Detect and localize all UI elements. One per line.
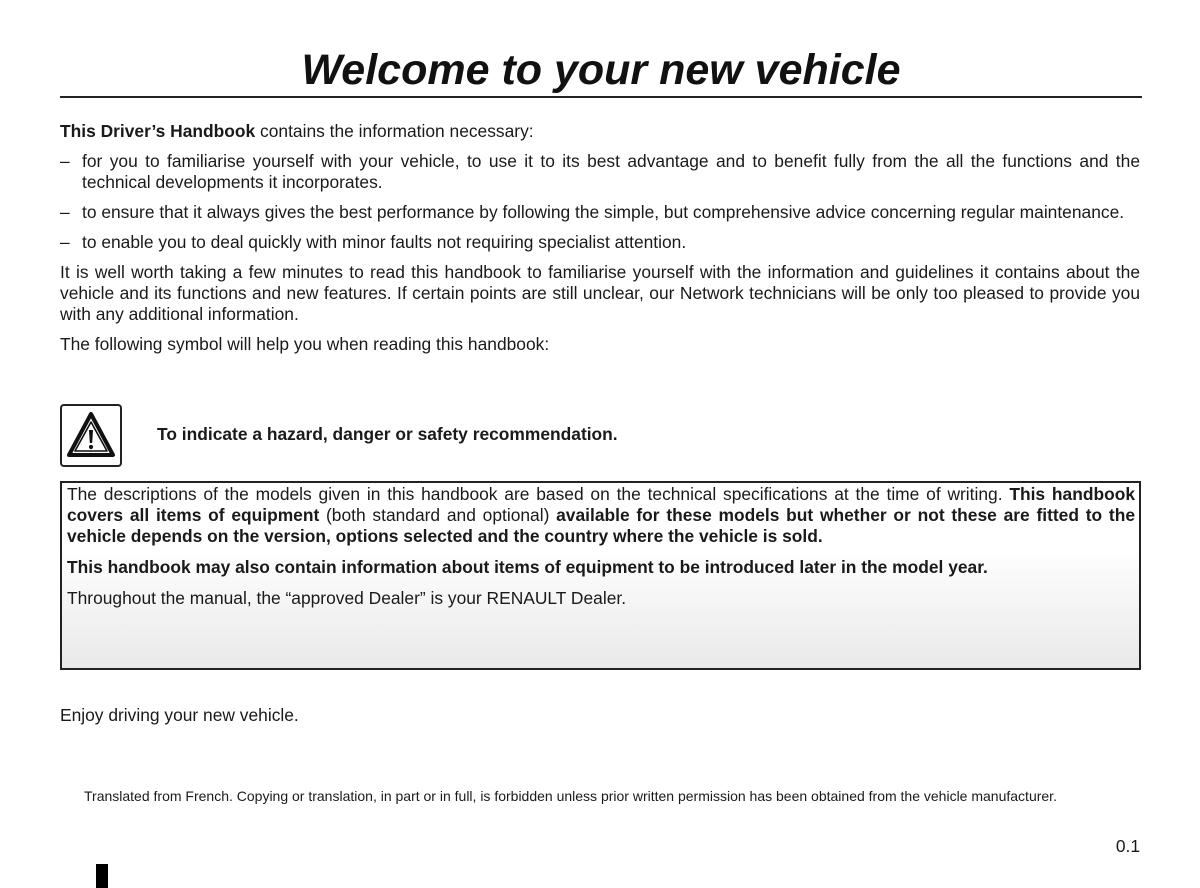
purpose-list <box>60 151 1140 253</box>
page-title: Welcome to your new vehicle <box>301 46 901 94</box>
warning-triangle-svg <box>62 406 120 465</box>
copyright-footnote: Translated from French. Copying or translation, in part or in full, is forbidden unless prior written permission has been obtained from the vehicle manufacturer. <box>84 788 1057 804</box>
list-dash: – <box>60 232 70 252</box>
chapter-edge-mark <box>96 864 108 888</box>
title-divider <box>60 96 1142 98</box>
symbol-intro-paragraph: The following symbol will help you when reading this handbook: <box>60 334 550 354</box>
note-text: The descriptions of the models given in this handbook are based on the technical specifications at the time of writing. <box>67 484 1010 504</box>
list-item <box>60 232 1140 253</box>
closing-line: Enjoy driving your new vehicle. <box>60 705 299 725</box>
list-item-text: for you to familiarise yourself with your vehicle, to use it to its best advantage and to benefit fully from the all the functions and the technical developments it incorporates. <box>82 151 1140 192</box>
intro-text: contains the information necessary: <box>255 121 534 141</box>
list-dash: – <box>60 151 70 171</box>
page-number: 0.1 <box>1115 836 1140 856</box>
intro-paragraph <box>60 121 1140 142</box>
note-emphasis: This handbook may also contain information about items of equipment to be introduced later in the model year. <box>67 557 988 577</box>
intro-section <box>60 121 1140 364</box>
reading-advice-paragraph: It is well worth taking a few minutes to read this handbook to familiarise yourself with the information and guidelines it contains about the vehicle and its functions and new features. If certain points are still unclear, our Network technicians will be only too pleased to provide you with any additional information. <box>60 262 1140 324</box>
equipment-note-box <box>60 481 1141 670</box>
note-paragraph <box>67 557 1135 578</box>
note-emphasis: This handbook covers all items of equipment <box>67 484 1135 525</box>
list-item <box>60 151 1140 193</box>
note-paragraph: Throughout the manual, the “approved Dealer” is your RENAULT Dealer. <box>67 588 627 608</box>
list-item-text: to enable you to deal quickly with minor faults not requiring specialist attention. <box>82 232 687 252</box>
note-emphasis: available for these models but whether or not these are fitted to the vehicle depends on the version, options selected and the country where the vehicle is sold. <box>67 505 1135 546</box>
list-item-text: to ensure that it always gives the best performance by following the simple, but comprehensive advice concerning regular maintenance. <box>82 202 1125 222</box>
list-dash: – <box>60 202 70 222</box>
note-text: (both standard and optional) <box>319 505 557 525</box>
warning-triangle-icon <box>60 404 122 467</box>
hazard-description: To indicate a hazard, danger or safety recommendation. <box>157 424 618 444</box>
note-paragraph <box>67 484 1135 547</box>
handbook-name: This Driver’s Handbook <box>60 121 256 141</box>
list-item <box>60 202 1140 223</box>
